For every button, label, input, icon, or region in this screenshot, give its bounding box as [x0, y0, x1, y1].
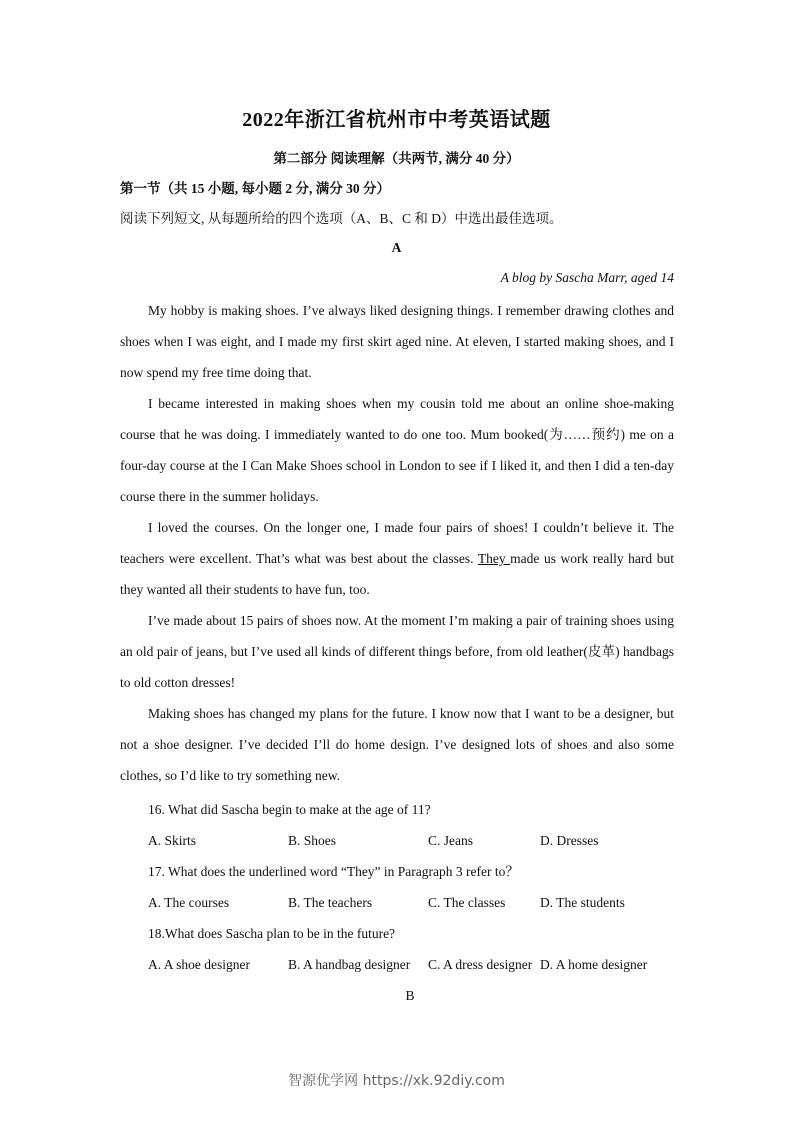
- paragraph-1: My hobby is making shoes. I’ve always liked designing things. I remember drawing clothes and shoes when I was eight, and I made my first skirt aged nine. At eleven, I started making shoes, and I now spend my free time doing that.: [120, 303, 674, 380]
- question-18-options: [120, 949, 674, 980]
- question-17-stem: 17. What does the underlined word “They” in Paragraph 3 refer to？: [148, 864, 519, 879]
- part-subtitle: 第二部分 阅读理解（共两节, 满分 40 分）: [273, 151, 520, 166]
- option-a: A. The courses: [148, 895, 230, 910]
- option-b: B. The teachers: [288, 895, 373, 910]
- option-a: A. A shoe designer: [148, 957, 250, 972]
- passage-b-label: B: [405, 988, 415, 1003]
- passage-byline: A blog by Sascha Marr, aged 14: [500, 270, 674, 285]
- option-c: C. A dress designer: [428, 957, 533, 972]
- option-c: C. The classes: [428, 895, 506, 910]
- question-16-options: [120, 825, 674, 856]
- paragraph-3-part-1: I loved the courses. On the longer one, I made four pairs of shoes! I couldn’t believe it. The teachers were excellent. That’s what was best about the classes.: [120, 520, 674, 566]
- paragraph-4: I’ve made about 15 pairs of shoes now. At the moment I’m making a pair of training shoes using an old pair of jeans, but I’ve used all kinds of different things before, from old leather(皮革) handbags to old cotton dresses!: [120, 613, 674, 690]
- question-16-stem: 16. What did Sascha begin to make at the age of 11?: [148, 802, 431, 817]
- watermark-text: 智源优学网 https://xk.92diy.com: [288, 1073, 505, 1089]
- underlined-word-they: They: [477, 551, 511, 566]
- questions-list: [120, 794, 674, 980]
- option-c: C. Jeans: [428, 833, 473, 848]
- document-title: 2022年浙江省杭州市中考英语试题: [242, 109, 551, 131]
- option-a: A. Skirts: [148, 833, 197, 848]
- passage-a-label: A: [391, 240, 402, 255]
- option-d: D. A home designer: [540, 957, 648, 972]
- paragraph-3: [120, 512, 674, 605]
- paragraph-5: Making shoes has changed my plans for the future. I know now that I want to be a designer, but not a shoe designer. I’ve decided I’ll do home design. I’ve designed lots of shoes and also some clothes, so I’d like to try something new.: [120, 706, 674, 783]
- option-d: D. Dresses: [540, 833, 599, 848]
- option-b: B. A handbag designer: [288, 957, 411, 972]
- question-18-stem: 18.What does Sascha plan to be in the future?: [148, 926, 396, 941]
- instructions-text: 阅读下列短文, 从每题所给的四个选项（A、B、C 和 D）中选出最佳选项。: [120, 211, 563, 226]
- paragraph-3-part-2: made us work really hard but they wanted all their students to have fun, too.: [120, 551, 674, 597]
- option-d: D. The students: [540, 895, 625, 910]
- question-17-options: [120, 887, 674, 918]
- passage-a-body: [120, 295, 674, 791]
- option-b: B. Shoes: [288, 833, 337, 848]
- section-heading: 第一节（共 15 小题, 每小题 2 分, 满分 30 分）: [120, 181, 390, 196]
- paragraph-2: I became interested in making shoes when my cousin told me about an online shoe-making course that he was doing. I immediately wanted to do one too. Mum booked(为……预约) me on a four-day course at the I Can Make Shoes school in London to see if I liked it, and then I did a ten-day course there in the summer holidays.: [120, 396, 674, 504]
